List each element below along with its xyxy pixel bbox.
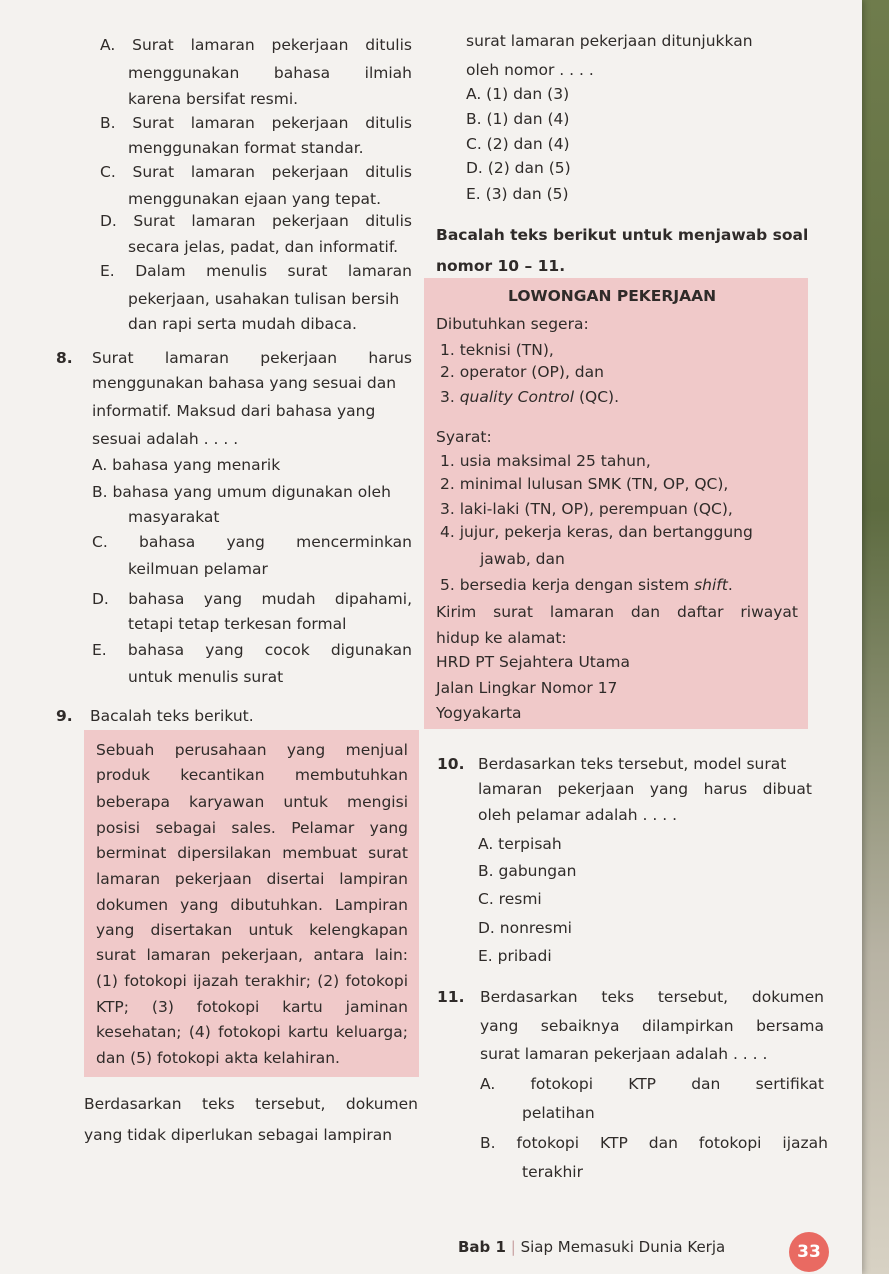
q10-stem: lamaran pekerjaan yang harus dibuat — [478, 780, 812, 798]
q9-box-line: KTP; (3) fotokopi kartu jaminan — [96, 998, 408, 1016]
q9-box-line: berminat dipersilakan membuat surat — [96, 844, 408, 862]
q9-option-b: B. (1) dan (4) — [466, 110, 570, 128]
q7-option-d: D. Surat lamaran pekerjaan ditulis — [100, 212, 412, 230]
q8-stem: informatif. Maksud dari bahasa yang — [92, 402, 376, 420]
job-ad-requirement: 3. laki-laki (TN, OP), perempuan (QC), — [440, 500, 733, 518]
q7-option-c-cont: menggunakan ejaan yang tepat. — [128, 190, 382, 208]
footer-title: Siap Memasuki Dunia Kerja — [520, 1238, 726, 1256]
q8-stem: menggunakan bahasa yang sesuai dan — [92, 374, 397, 392]
q8-option-c-cont: keilmuan pelamar — [128, 560, 268, 578]
job-ad-requirement-cont: jawab, dan — [480, 550, 565, 568]
q7-option-a-cont: menggunakan bahasa ilmiah — [128, 64, 412, 82]
q9-box-line: dokumen yang dibutuhkan. Lampiran — [96, 896, 408, 914]
q8-number: 8. — [56, 349, 73, 367]
q7-option-a-cont: karena bersifat resmi. — [128, 90, 299, 108]
job-ad-address: HRD PT Sejahtera Utama — [436, 653, 630, 671]
job-ad-needed: Dibutuhkan segera: — [436, 315, 589, 333]
q7-option-b: B. Surat lamaran pekerjaan ditulis — [100, 114, 412, 132]
q11-option-a-cont: pelatihan — [522, 1104, 595, 1122]
q10-stem: Berdasarkan teks tersebut, model surat — [478, 755, 787, 773]
q9-option-e: E. (3) dan (5) — [466, 185, 569, 203]
q8-option-b-cont: masyarakat — [128, 508, 220, 526]
q7-option-e-cont: pekerjaan, usahakan tulisan bersih — [128, 290, 400, 308]
q9-box-line: Sebuah perusahaan yang menjual — [96, 741, 408, 759]
q9-intro: Bacalah teks berikut. — [90, 707, 254, 725]
footer-separator: | — [510, 1238, 516, 1256]
q9-box-line: posisi sebagai sales. Pelamar yang — [96, 819, 408, 837]
q10-number: 10. — [437, 755, 465, 773]
q9-option-c: C. (2) dan (4) — [466, 135, 570, 153]
q8-option-a: A. bahasa yang menarik — [92, 456, 281, 474]
q11-option-b: B. fotokopi KTP dan fotokopi ijazah — [480, 1134, 828, 1152]
q10-option-a: A. terpisah — [478, 835, 562, 853]
q9-box-line: beberapa karyawan untuk mengisi — [96, 793, 408, 811]
job-ad-requirement: 2. minimal lulusan SMK (TN, OP, QC), — [440, 475, 729, 493]
instruction: nomor 10 – 11. — [436, 257, 566, 275]
q10-stem: oleh pelamar adalah . . . . — [478, 806, 678, 824]
q10-option-d: D. nonresmi — [478, 919, 572, 937]
instruction: Bacalah teks berikut untuk menjawab soal — [436, 226, 809, 244]
q8-option-d: D. bahasa yang mudah dipahami, — [92, 590, 412, 608]
q9-box-line: dan (5) fotokopi akta kelahiran. — [96, 1049, 340, 1067]
q7-option-e-cont: dan rapi serta mudah dibaca. — [128, 315, 357, 333]
footer-chapter: Bab 1 — [458, 1238, 506, 1256]
q7-option-e: E. Dalam menulis surat lamaran — [100, 262, 412, 280]
job-ad-title: LOWONGAN PEKERJAAN — [508, 287, 717, 305]
job-ad-requirement: 1. usia maksimal 25 tahun, — [440, 452, 651, 470]
job-ad-address: Jalan Lingkar Nomor 17 — [436, 679, 618, 697]
q10-option-e: E. pribadi — [478, 947, 552, 965]
q11-stem: yang sebaiknya dilampirkan bersama — [480, 1017, 824, 1035]
q8-option-e-cont: untuk menulis surat — [128, 668, 284, 686]
q9-question-cont: surat lamaran pekerjaan ditunjukkan — [466, 32, 753, 50]
q9-box-line: lamaran pekerjaan disertai lampiran — [96, 870, 408, 888]
q10-option-c: C. resmi — [478, 890, 542, 908]
job-ad-send: hidup ke alamat: — [436, 629, 567, 647]
q11-stem: surat lamaran pekerjaan adalah . . . . — [480, 1045, 768, 1063]
q9-box-line: yang disertakan untuk kelengkapan — [96, 921, 408, 939]
q9-box-line: (1) fotokopi ijazah terakhir; (2) fotokopi — [96, 972, 408, 990]
page-footer — [458, 1237, 725, 1257]
q9-box-line: surat lamaran pekerjaan, antara lain: — [96, 946, 408, 964]
job-ad-requirements-title: Syarat: — [436, 428, 492, 446]
q9-question: yang tidak diperlukan sebagai lampiran — [84, 1126, 393, 1144]
q8-option-c: C. bahasa yang mencerminkan — [92, 533, 412, 551]
q7-option-a: A. Surat lamaran pekerjaan ditulis — [100, 36, 412, 54]
q7-option-d-cont: secara jelas, padat, dan informatif. — [128, 238, 399, 256]
q9-option-d: D. (2) dan (5) — [466, 159, 571, 177]
q11-stem: Berdasarkan teks tersebut, dokumen — [480, 988, 824, 1006]
job-ad-requirement: 5. bersedia kerja dengan sistem shift. — [440, 576, 733, 594]
job-ad-position: 1. teknisi (TN), — [440, 341, 554, 359]
q11-number: 11. — [437, 988, 465, 1006]
q8-option-e: E. bahasa yang cocok digunakan — [92, 641, 412, 659]
q8-option-d-cont: tetapi tetap terkesan formal — [128, 615, 347, 633]
q9-number: 9. — [56, 707, 73, 725]
q10-option-b: B. gabungan — [478, 862, 577, 880]
q9-box-line: produk kecantikan membutuhkan — [96, 766, 408, 784]
q8-option-b: B. bahasa yang umum digunakan oleh — [92, 483, 391, 501]
q9-box-line: kesehatan; (4) fotokopi kartu keluarga; — [96, 1023, 408, 1041]
q11-option-a: A. fotokopi KTP dan sertifikat — [480, 1075, 824, 1093]
job-ad-position: 2. operator (OP), dan — [440, 363, 604, 381]
job-ad-position: 3. quality Control (QC). — [440, 388, 620, 406]
job-ad-send: Kirim surat lamaran dan daftar riwayat — [436, 603, 798, 621]
q9-question: Berdasarkan teks tersebut, dokumen — [84, 1095, 418, 1113]
q8-stem: Surat lamaran pekerjaan harus — [92, 349, 412, 367]
q9-question-cont: oleh nomor . . . . — [466, 61, 594, 79]
q8-stem: sesuai adalah . . . . — [92, 430, 239, 448]
q7-option-c: C. Surat lamaran pekerjaan ditulis — [100, 163, 412, 181]
q7-option-b-cont: menggunakan format standar. — [128, 139, 364, 157]
q11-option-b-cont: terakhir — [522, 1163, 583, 1181]
job-ad-requirement: 4. jujur, pekerja keras, dan bertanggung — [440, 523, 753, 541]
page-number-badge: 33 — [789, 1232, 829, 1272]
q9-option-a: A. (1) dan (3) — [466, 85, 570, 103]
job-ad-address: Yogyakarta — [436, 704, 522, 722]
